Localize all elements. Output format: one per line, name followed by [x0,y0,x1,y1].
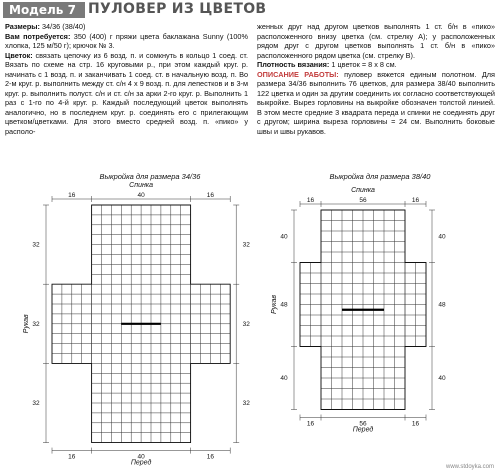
dim-right-middle: 48 [438,301,446,309]
front-label: Перед [130,459,152,467]
dim-left-middle: 32 [32,320,40,328]
dim-top-left: 16 [306,197,315,204]
dim-right-middle: 32 [242,320,250,328]
dim-left-top: 40 [280,233,288,241]
flower-value: связать цепочку из 6 возд. п. и сомкнуть в кольцо 1 соед. ст. Вязать по схеме на стр. 16 круговыми р., при этом каждый круг. р. начинать с 1 возд. п. и заканчивать 1 соед. ст. в начальную возд. п. Во 2-м круг. р. выполнить между ст. с/н 4 х 9 возд. п. для лепестков и в 3-м круг. р. выполнить полуст. с/н и ст. с/н за арки 2-го круг. р. Выполнить 1 раз с 1-го по 4-й круг. р. Каждый последующий цветок выполнять аналогично, но в последнем круг. р. соединять его с прилегающим цветком/цветками. Для этого вместо средней возд. п. «пико» у располо- [5,50,248,136]
dim-top-right: 16 [411,197,420,204]
sleeve-label: Рукав [23,314,30,334]
density-value: 1 цветок = 8 х 8 см. [329,60,397,69]
watermark: www.stdoyka.com [445,464,494,470]
dim-left-bottom: 32 [32,400,40,407]
dim-top-right: 16 [206,192,215,199]
pattern-right-caption: Выкройка для размера 38/40 [329,172,431,181]
dim-bottom-left: 16 [306,420,315,428]
dim-top-center: 40 [137,192,145,199]
dim-top-left: 16 [68,192,76,199]
back-label: Спинка [351,187,375,194]
dim-left-middle: 48 [280,301,288,309]
dim-left-top: 32 [32,241,40,249]
sizes-value: 34/36 (38/40) [39,22,86,31]
front-label: Перед [352,426,374,434]
dim-bottom-center: 56 [359,420,367,428]
materials-value: 350 (400) г пряжи цвета баклажана Sunny (100% хлопка, 125 м/50 г); крючок № 3. [5,31,248,50]
dim-top-center: 56 [359,197,367,204]
dim-bottom-right: 16 [411,420,420,428]
work-label: ОПИСАНИЕ РАБОТЫ: [257,69,339,79]
work-value: пуловер вяжется единым полотном. Для размера 34/36 выполнить 76 цветков, для размера 38/40 выполнить 122 цветка и один за другим соединить их согласно соответствующей выкройке. Вырез горловины на выкройке обозначен толстой линией. В этом месте средние 3 квадрата переда и спинки не соединять друг с другом; ширина выреза горловины = 24 см. Выполнить боковые швы и швы рукавов. [257,69,495,136]
back-label: Спинка [129,182,154,189]
dim-bottom-right: 16 [206,453,215,461]
materials-label: Вам потребуется: [5,31,71,41]
pattern-left-diagram [23,182,250,467]
density-label: Плотность вязания: [257,60,330,69]
dim-right-top: 32 [242,241,250,249]
pattern-right-diagram [271,187,446,434]
model-number-badge: Модель 7 [3,2,85,18]
page-title: ПУЛОВЕР ИЗ ЦВЕТОВ [88,1,267,17]
flower-continued-paragraph: женных друг над другом цветков выполнять 1 ст. б/н в «пико» расположенного внизу цветка (см. стрелку А); у расположенных рядом друг с другом цветков выполнять 1 ст. б/н в «пико» расположенного рядом цветка (см. стрелку В). [257,22,495,60]
dim-right-bottom: 32 [242,400,250,407]
dim-right-bottom: 40 [438,375,446,382]
dim-right-top: 40 [438,233,446,241]
dim-bottom-left: 16 [68,453,76,461]
dim-left-bottom: 40 [280,375,288,382]
flower-label: Цветок: [5,50,33,60]
sleeve-label: Рукав [271,294,278,315]
dim-bottom-center: 40 [137,453,145,461]
pattern-left-caption: Выкройка для размера 34/36 [99,172,201,181]
sizes-label: Размеры: [5,22,40,31]
